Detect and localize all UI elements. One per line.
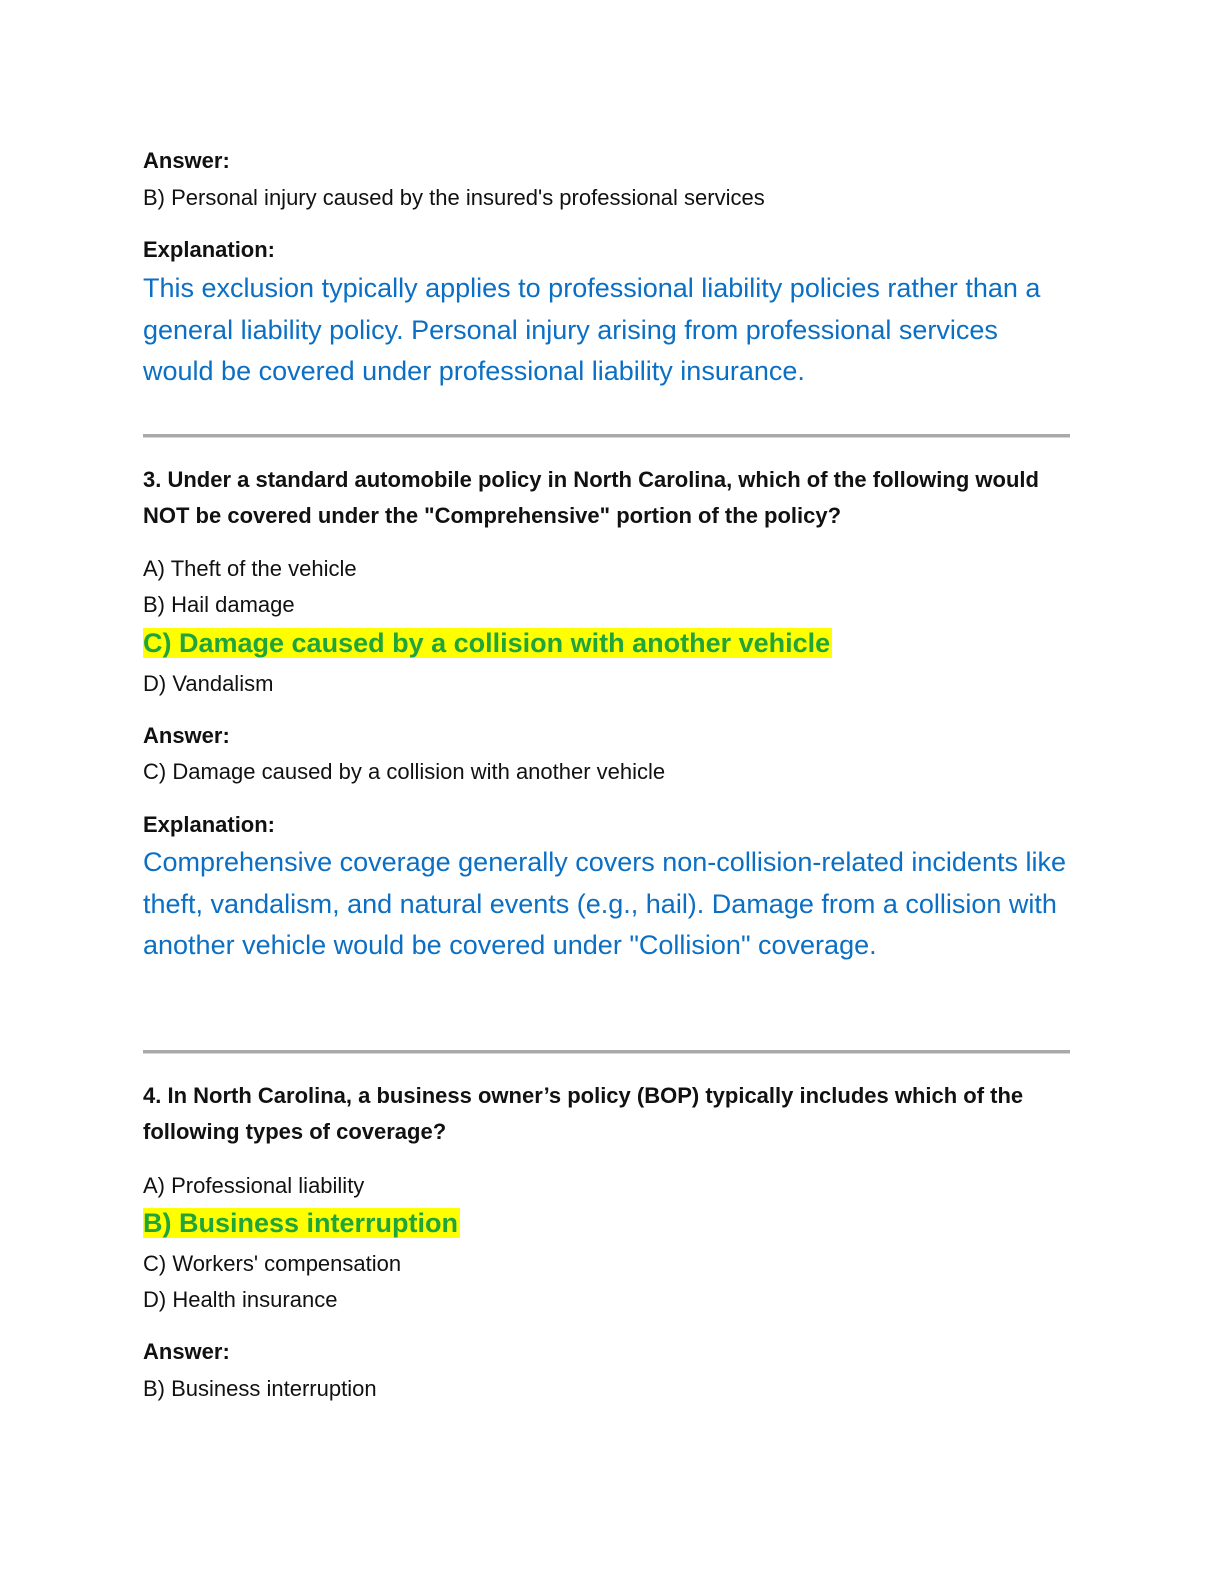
section-divider bbox=[143, 434, 1070, 438]
answer-text: B) Business interruption bbox=[143, 1376, 377, 1401]
q3-option-d: D) Vandalism bbox=[143, 671, 274, 696]
answer-label: Answer: bbox=[143, 148, 230, 173]
q4-option-d: D) Health insurance bbox=[143, 1287, 338, 1312]
answer-text: C) Damage caused by a collision with another vehicle bbox=[143, 759, 666, 784]
answer-label: Answer: bbox=[143, 1339, 230, 1364]
q4-option-c: C) Workers' compensation bbox=[143, 1251, 402, 1276]
explanation-label: Explanation: bbox=[143, 812, 276, 837]
q4-option-b-correct bbox=[143, 1204, 460, 1242]
answer-label: Answer: bbox=[143, 723, 230, 748]
q3-option-c-correct bbox=[143, 624, 832, 662]
correct-option-highlight: C) Damage caused by a collision with another vehicle bbox=[143, 628, 831, 658]
q3-option-a: A) Theft of the vehicle bbox=[143, 556, 357, 581]
section-divider bbox=[143, 1050, 1070, 1054]
q3-option-b: B) Hail damage bbox=[143, 592, 295, 617]
explanation-text: This exclusion typically applies to professional liability policies rather than a general liability policy. Personal injury arising from professional services would be covered under professional liability insurance. bbox=[143, 273, 1041, 386]
question-3: 3. Under a standard automobile policy in North Carolina, which of the following would NOT be covered under the "Comprehensive" portion of the policy? bbox=[143, 467, 1039, 528]
q4-option-a: A) Professional liability bbox=[143, 1173, 365, 1198]
correct-option-highlight: B) Business interruption bbox=[143, 1208, 459, 1238]
question-4: 4. In North Carolina, a business owner’s policy (BOP) typically includes which of the following types of coverage? bbox=[143, 1083, 1024, 1144]
explanation-label: Explanation: bbox=[143, 237, 276, 262]
answer-text: B) Personal injury caused by the insured's professional services bbox=[143, 185, 765, 210]
explanation-text: Comprehensive coverage generally covers non-collision-related incidents like theft, vandalism, and natural events (e.g., hail). Damage from a collision with another vehicle would be covered under "Collision" coverage. bbox=[143, 847, 1066, 960]
